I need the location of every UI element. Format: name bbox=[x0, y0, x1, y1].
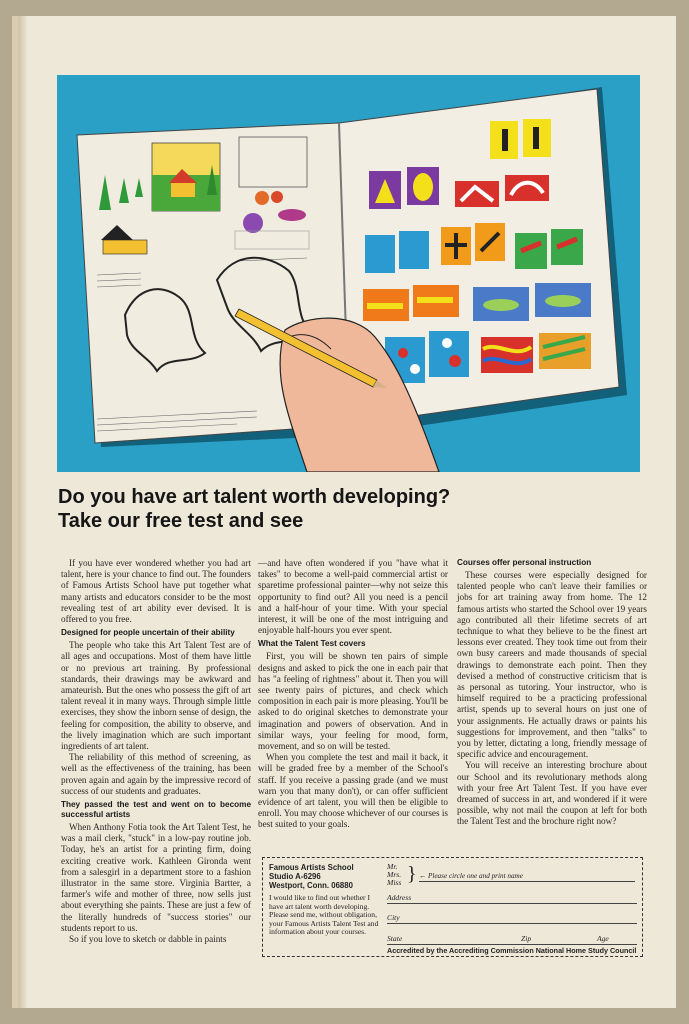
coupon-request-text: I would like to find out whether I have art talent worth developing. Please send me, without obligation, your Famous Artists Talent Test and information about your courses. bbox=[269, 893, 379, 937]
headline bbox=[58, 485, 658, 533]
intro-paragraph: If you have ever wondered whether you had art talent, here is your chance to find out. The founders of Famous Artists School have put together what many artists and educators consider to be the most revealing test of art ability ever devised. It is offered to you free. bbox=[61, 558, 251, 625]
studio-number: Studio A-6296 bbox=[269, 872, 321, 881]
title-mr[interactable]: Mr. bbox=[387, 862, 398, 871]
talent-test-illustration bbox=[57, 75, 640, 472]
address-field[interactable] bbox=[387, 893, 637, 904]
brace-mark: } bbox=[407, 863, 417, 885]
coupon-school-info bbox=[269, 863, 381, 937]
title-miss[interactable]: Miss bbox=[387, 878, 402, 887]
column-1 bbox=[61, 558, 251, 945]
address-label: Address bbox=[387, 893, 412, 902]
subhead-uncertain: Designed for people uncertain of their ability bbox=[61, 628, 235, 638]
city-label: City bbox=[387, 913, 400, 922]
accreditation-note: Accredited by the Accrediting Commission National Home Study Council bbox=[387, 946, 637, 955]
subhead-passed: They passed the test and went on to become successful artists bbox=[61, 800, 251, 820]
city-field[interactable] bbox=[387, 913, 637, 924]
name-field[interactable] bbox=[419, 871, 635, 882]
paragraph: When Anthony Fotia took the Art Talent Test, he was a mail clerk, "stuck" in a low-pay routine job. Today, he's an artist for a printing firm, doing exciting creative work. Kathleen Gironda went from a salesgirl in a department store to a fashion illustrator in the same store. Virginia Bartter, a farmer's wife and mother of three, now sells just about everything she paints. These are just a few of the literally hundreds of "success stories" our students report to us. bbox=[61, 822, 251, 933]
paragraph: The people who take this Art Talent Test are of all ages and occupations. Most of them have little or no previous art training. By professional standards, their drawings may be awkward and amateurish. But the ones who possess the gift of art talent reveal it in many ways. Through simple little exercises, they show the inborn sense of design, the feeling for composition, the ability to observe, and the lively imagination which are such important ingredients of art talent. bbox=[61, 640, 251, 752]
paragraph: So if you love to sketch or dabble in paints bbox=[69, 934, 227, 945]
subhead-test-covers: What the Talent Test covers bbox=[258, 639, 366, 649]
paragraph: When you complete the test and mail it back, it will be graded free by a member of the School's staff. If you receive a passing grade (and we must warn you that many don't), or can offer sufficient evidence of art talent, you will then be eligible to enroll. You may choose whichever of our courses is best suited to your goals. bbox=[258, 752, 448, 830]
column-2 bbox=[258, 558, 448, 831]
title-choices[interactable] bbox=[387, 863, 401, 887]
paragraph: These courses were especially designed for talented people who can't leave their families or jobs for art training away from home. The 12 famous artists who started the School over 19 years ago contributed all their lifetime secrets of art technique to what they believe to be the finest art lessons ever created. They took time out from their own busy careers and made thousands of special drawings to demonstrate each point. Then they devised a method of constructive criticism that is as personal as tutoring. Your instructor, who is himself required to be a practicing professional artist, spends up to several hours on just one of your assignments. He actually draws or paints his suggestions for improvement, and then "talks" to you by letter, dictating a long, friendly message of specific advice and encouragement. bbox=[457, 570, 647, 760]
paragraph: You will receive an interesting brochure about our School and its revolutionary methods along with your free Art Talent Test. If you have ever dreamed of success in art, and wondered if it were possible, why not mail the coupon at left for both the Talent Test and the brochure right now? bbox=[457, 760, 647, 827]
state-label: State bbox=[387, 934, 403, 943]
zip-label: Zip bbox=[521, 934, 532, 943]
paragraph: First, you will be shown ten pairs of simple designs and asked to pick the one in each pair that has "a feeling of rightness" about it. Then you will see twenty pairs of pictures, and check which composition in each pair is more pleasing. You'll be asked to do original sketches to demonstrate your imagination and powers of observation. And in similar ways, your feeling for mood, form, movement, and so on will be tested. bbox=[258, 651, 448, 752]
school-address: Westport, Conn. 06880 bbox=[269, 881, 353, 890]
school-name: Famous Artists School bbox=[269, 863, 354, 872]
circle-note: ← Please circle one and print name bbox=[419, 872, 523, 880]
age-label: Age bbox=[597, 934, 609, 943]
state-zip-age-field[interactable] bbox=[387, 934, 637, 945]
title-mrs[interactable]: Mrs. bbox=[387, 870, 402, 879]
paragraph: —and have often wondered if you "have what it takes" to become a well-paid commercial artist or sparetime professional painter—why not seize this opportunity to find out? All you need is a pencil and a half-hour of your time. With your special interest, it will be one of the most intriguing and enjoyable half-hours you ever spent. bbox=[258, 558, 448, 636]
paragraph: The reliability of this method of screening, as well as the effectiveness of the training, has been proven again and again by the impressive record of success of our students and graduates. bbox=[61, 752, 251, 796]
column-3 bbox=[457, 558, 647, 828]
open-book-drawing bbox=[57, 75, 640, 472]
page-spine bbox=[18, 16, 28, 1008]
circle-note-text: Please circle one and print name bbox=[427, 872, 523, 880]
mail-in-coupon[interactable] bbox=[262, 857, 643, 957]
headline-line-2: Take our free test and see bbox=[58, 510, 304, 532]
headline-line-1: Do you have art talent worth developing? bbox=[58, 486, 451, 508]
subhead-courses: Courses offer personal instruction bbox=[457, 558, 592, 567]
